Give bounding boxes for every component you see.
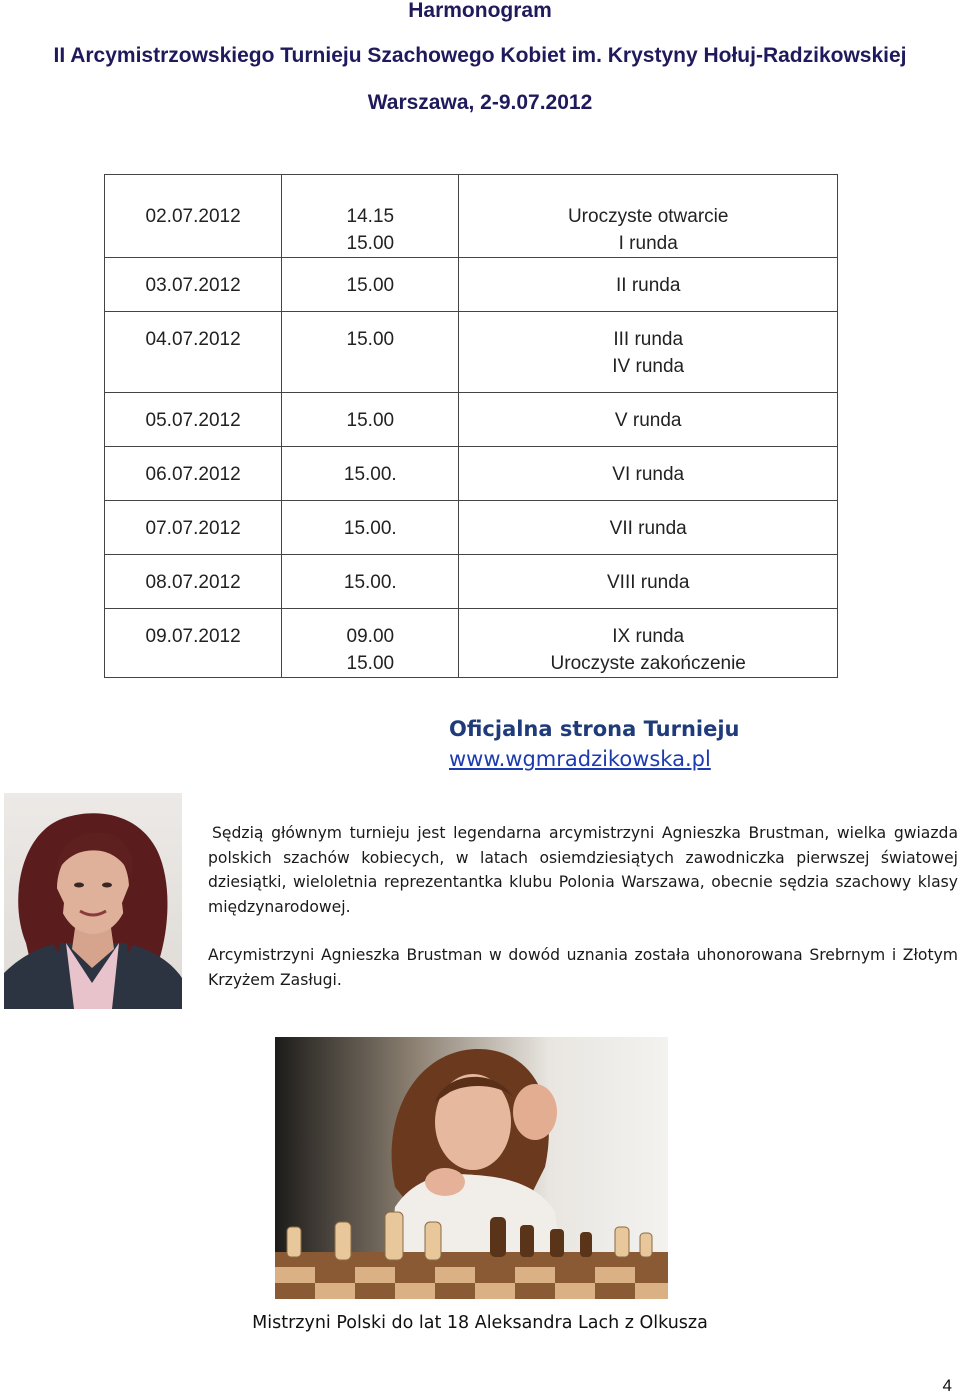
schedule-time-cell bbox=[282, 312, 459, 393]
schedule-date: 05.07.2012 bbox=[145, 410, 241, 431]
document-title: Harmonogram bbox=[408, 0, 552, 22]
chess-player-photo bbox=[275, 1037, 668, 1299]
schedule-date-cell bbox=[105, 501, 282, 555]
schedule-event-cell bbox=[459, 501, 838, 555]
schedule-event-cell bbox=[459, 447, 838, 501]
schedule-time: 15.00 bbox=[346, 233, 395, 254]
schedule-event: III runda bbox=[613, 329, 684, 350]
schedule-time: 15.00. bbox=[343, 572, 397, 593]
schedule-event-cell bbox=[459, 609, 838, 678]
schedule-event: Uroczyste zakończenie bbox=[550, 653, 746, 674]
portrait-image bbox=[4, 793, 182, 1009]
place-and-dates: Warszawa, 2-9.07.2012 bbox=[367, 91, 593, 114]
judge-paragraph-2: Arcymistrzyni Agnieszka Brustman w dowód uznania została uhonorowana Srebrnym i Złotym Krzyżem Zasługi. bbox=[208, 946, 958, 989]
schedule-table bbox=[104, 174, 838, 678]
tournament-name: II Arcymistrzowskiego Turnieju Szachowego Kobiet im. Krystyny Hołuj-Radzikowskiej bbox=[53, 44, 907, 67]
schedule-date-cell bbox=[105, 312, 282, 393]
schedule-date: 04.07.2012 bbox=[145, 329, 241, 350]
schedule-event: IX runda bbox=[612, 626, 685, 647]
official-site-label: Oficjalna strona Turnieju bbox=[449, 717, 740, 741]
judge-paragraph-1: Sędzią głównym turnieju jest legendarna arcymistrzyni Agnieszka Brustman, wielka gwiazda polskich szachów kobiecych, w latach osiemdziesiątych zawodniczka pierwszej światowej dziesiątki, wieloletnia reprezentantka klubu Polonia Warszawa, obecnie sędzia szachowy klasy międzynarodowej. bbox=[208, 824, 958, 916]
schedule-time-cell bbox=[282, 258, 459, 312]
schedule-date: 08.07.2012 bbox=[145, 572, 241, 593]
schedule-time-cell bbox=[282, 555, 459, 609]
schedule-row bbox=[105, 501, 838, 555]
schedule-time: 14.15 bbox=[346, 206, 395, 227]
schedule-event: I runda bbox=[618, 233, 678, 254]
schedule-event: VIII runda bbox=[607, 572, 690, 593]
schedule-time-cell bbox=[282, 393, 459, 447]
schedule-time-cell bbox=[282, 175, 459, 258]
schedule-date: 03.07.2012 bbox=[145, 275, 241, 296]
schedule-date: 09.07.2012 bbox=[145, 626, 241, 647]
page-number: 4 bbox=[942, 1376, 952, 1395]
schedule-event: II runda bbox=[615, 275, 681, 296]
schedule-event-cell bbox=[459, 175, 838, 258]
schedule-time: 09.00 bbox=[346, 626, 395, 647]
schedule-time: 15.00 bbox=[346, 410, 395, 431]
official-site-block bbox=[449, 714, 739, 774]
schedule-time-cell bbox=[282, 609, 459, 678]
schedule-event-cell bbox=[459, 258, 838, 312]
schedule-event: VII runda bbox=[609, 518, 687, 539]
schedule-row bbox=[105, 175, 838, 258]
schedule-event: IV runda bbox=[612, 356, 685, 377]
schedule-time-cell bbox=[282, 447, 459, 501]
schedule-time: 15.00 bbox=[346, 653, 395, 674]
schedule-date: 07.07.2012 bbox=[145, 518, 241, 539]
schedule-row bbox=[105, 609, 838, 678]
schedule-date-cell bbox=[105, 555, 282, 609]
schedule-event: V runda bbox=[614, 410, 682, 431]
schedule-event-cell bbox=[459, 393, 838, 447]
photo-caption: Mistrzyni Polski do lat 18 Aleksandra Lach z Olkusza bbox=[252, 1313, 708, 1333]
schedule-row bbox=[105, 555, 838, 609]
official-site-link[interactable]: www.wgmradzikowska.pl bbox=[449, 747, 711, 771]
schedule-date-cell bbox=[105, 175, 282, 258]
schedule-event-cell bbox=[459, 555, 838, 609]
schedule-time: 15.00 bbox=[346, 329, 395, 350]
schedule-time-cell bbox=[282, 501, 459, 555]
chess-photo-image bbox=[275, 1037, 668, 1299]
schedule-event-cell bbox=[459, 312, 838, 393]
schedule-time: 15.00 bbox=[346, 275, 395, 296]
schedule-event: Uroczyste otwarcie bbox=[567, 206, 729, 227]
schedule-date: 06.07.2012 bbox=[145, 464, 241, 485]
schedule-row bbox=[105, 312, 838, 393]
schedule-date-cell bbox=[105, 393, 282, 447]
schedule-row bbox=[105, 447, 838, 501]
schedule-time: 15.00. bbox=[343, 518, 397, 539]
schedule-event: VI runda bbox=[612, 464, 685, 485]
schedule-date-cell bbox=[105, 609, 282, 678]
schedule-date-cell bbox=[105, 258, 282, 312]
schedule-row bbox=[105, 258, 838, 312]
schedule-date: 02.07.2012 bbox=[145, 206, 241, 227]
schedule-time: 15.00. bbox=[343, 464, 397, 485]
judge-portrait-photo bbox=[4, 793, 182, 1009]
schedule-row bbox=[105, 393, 838, 447]
schedule-date-cell bbox=[105, 447, 282, 501]
